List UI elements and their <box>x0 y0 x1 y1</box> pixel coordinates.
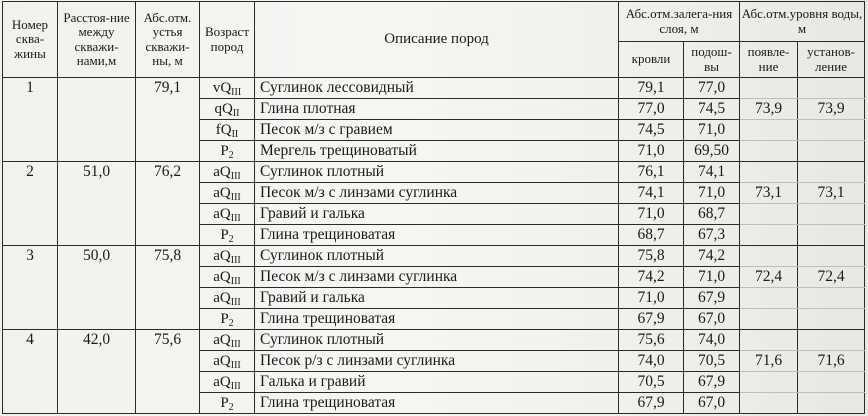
age-symbol: P <box>220 311 229 327</box>
age-index: III <box>230 360 241 371</box>
water-established-cell <box>798 372 865 393</box>
base-elevation-cell: 74,0 <box>684 330 740 351</box>
age-cell <box>200 225 255 246</box>
age-symbol: P <box>220 143 229 159</box>
base-elevation-cell: 74,2 <box>684 246 740 267</box>
rock-description-cell: Суглинок лессовидный <box>255 78 619 99</box>
roof-elevation-cell: 70,5 <box>619 372 684 393</box>
age-symbol: aQ <box>213 374 231 390</box>
base-elevation-cell: 71,0 <box>684 267 740 288</box>
age-index: III <box>230 171 241 182</box>
water-established-cell: 73,9 <box>798 99 865 120</box>
age-cell <box>200 246 255 267</box>
roof-elevation-cell: 71,0 <box>619 288 684 309</box>
age-symbol: aQ <box>213 353 231 369</box>
water-appearance-cell <box>740 330 798 351</box>
water-appearance-cell <box>740 393 798 414</box>
rock-description-cell: Галька и гравий <box>255 372 619 393</box>
base-elevation-cell: 67,0 <box>684 309 740 330</box>
base-elevation-cell: 70,5 <box>684 351 740 372</box>
header-description: Описание пород <box>255 2 619 78</box>
age-index: III <box>230 192 241 203</box>
age-cell <box>200 141 255 162</box>
roof-elevation-cell: 74,1 <box>619 183 684 204</box>
roof-elevation-cell: 71,0 <box>619 204 684 225</box>
water-established-cell <box>798 225 865 246</box>
age-cell <box>200 351 255 372</box>
water-established-cell <box>798 162 865 183</box>
age-index: III <box>231 87 242 98</box>
base-elevation-cell: 77,0 <box>684 78 740 99</box>
water-appearance-cell <box>740 288 798 309</box>
roof-elevation-cell: 67,9 <box>619 393 684 414</box>
age-cell <box>200 309 255 330</box>
age-cell <box>200 330 255 351</box>
age-cell <box>200 288 255 309</box>
roof-elevation-cell: 76,1 <box>619 162 684 183</box>
rock-description-cell: Песок р/з с линзами суглинка <box>255 351 619 372</box>
base-elevation-cell: 71,0 <box>684 120 740 141</box>
age-index: III <box>230 381 241 392</box>
table-body <box>3 78 865 414</box>
roof-elevation-cell: 74,0 <box>619 351 684 372</box>
rock-description-cell: Глина плотная <box>255 99 619 120</box>
base-elevation-cell: 67,0 <box>684 393 740 414</box>
age-symbol: aQ <box>213 185 231 201</box>
age-symbol: P <box>220 227 229 243</box>
roof-elevation-cell: 79,1 <box>619 78 684 99</box>
base-elevation-cell: 69,50 <box>684 141 740 162</box>
base-elevation-cell: 71,0 <box>684 183 740 204</box>
age-symbol: aQ <box>213 164 231 180</box>
water-established-cell: 71,6 <box>798 351 865 372</box>
water-appearance-cell <box>740 246 798 267</box>
water-appearance-cell <box>740 225 798 246</box>
well-distance-cell: 42,0 <box>58 330 136 414</box>
base-elevation-cell: 67,9 <box>684 372 740 393</box>
age-symbol: aQ <box>213 332 231 348</box>
age-index: III <box>230 297 241 308</box>
rock-description-cell: Мергель трещиноватый <box>255 141 619 162</box>
water-established-cell <box>798 78 865 99</box>
age-cell <box>200 372 255 393</box>
roof-elevation-cell: 71,0 <box>619 141 684 162</box>
rock-description-cell: Песок м/з с линзами суглинка <box>255 267 619 288</box>
age-cell <box>200 204 255 225</box>
well-elevation-cell: 75,8 <box>136 246 200 330</box>
water-established-cell <box>798 330 865 351</box>
well-number-cell: 3 <box>3 246 58 330</box>
water-appearance-cell: 71,6 <box>740 351 798 372</box>
well-elevation-cell: 79,1 <box>136 78 200 162</box>
age-index: III <box>230 276 241 287</box>
age-index: II <box>231 129 239 140</box>
age-cell <box>200 183 255 204</box>
header-layer-elev: Абс.отм.залега-ния слоя, м <box>619 2 740 42</box>
age-symbol: qQ <box>214 101 233 117</box>
water-established-cell <box>798 246 865 267</box>
base-elevation-cell: 67,3 <box>684 225 740 246</box>
rock-description-cell: Суглинок плотный <box>255 330 619 351</box>
base-elevation-cell: 74,5 <box>684 99 740 120</box>
rock-description-cell: Глина трещиноватая <box>255 309 619 330</box>
table-row <box>3 162 865 183</box>
age-symbol: fQ <box>215 122 232 138</box>
water-established-cell: 72,4 <box>798 267 865 288</box>
header-elev-mouth: Абс.отм. устья скважи-ны, м <box>136 2 200 78</box>
well-distance-cell: 51,0 <box>58 162 136 246</box>
roof-elevation-cell: 75,6 <box>619 330 684 351</box>
roof-elevation-cell: 74,2 <box>619 267 684 288</box>
water-appearance-cell <box>740 309 798 330</box>
water-established-cell <box>798 141 865 162</box>
rock-description-cell: Песок м/з с гравием <box>255 120 619 141</box>
water-appearance-cell <box>740 120 798 141</box>
age-symbol: vQ <box>212 80 232 96</box>
age-symbol: aQ <box>213 290 231 306</box>
rock-description-cell: Глина трещиноватая <box>255 225 619 246</box>
age-symbol: aQ <box>213 269 231 285</box>
header-base: подош-вы <box>684 42 740 78</box>
rock-description-cell: Гравий и галька <box>255 288 619 309</box>
water-established-cell <box>798 288 865 309</box>
roof-elevation-cell: 67,9 <box>619 309 684 330</box>
roof-elevation-cell: 75,8 <box>619 246 684 267</box>
water-appearance-cell <box>740 372 798 393</box>
rock-description-cell: Суглинок плотный <box>255 162 619 183</box>
base-elevation-cell: 74,1 <box>684 162 740 183</box>
age-index: III <box>230 255 241 266</box>
age-cell <box>200 99 255 120</box>
age-symbol: P <box>220 395 229 411</box>
age-index: III <box>230 339 241 350</box>
age-index: 2 <box>228 402 234 413</box>
water-appearance-cell: 73,9 <box>740 99 798 120</box>
header-established: установ-ление <box>798 42 865 78</box>
age-index: 2 <box>228 150 234 161</box>
borehole-table <box>2 1 865 414</box>
well-number-cell: 2 <box>3 162 58 246</box>
water-appearance-cell <box>740 162 798 183</box>
base-elevation-cell: 67,9 <box>684 288 740 309</box>
water-established-cell <box>798 120 865 141</box>
table-row <box>3 246 865 267</box>
water-appearance-cell <box>740 78 798 99</box>
water-established-cell <box>798 309 865 330</box>
rock-description-cell: Песок м/з с линзами суглинка <box>255 183 619 204</box>
age-cell <box>200 162 255 183</box>
water-appearance-cell <box>740 141 798 162</box>
age-cell <box>200 78 255 99</box>
table-row <box>3 330 865 351</box>
rock-description-cell: Суглинок плотный <box>255 246 619 267</box>
age-symbol: aQ <box>213 248 231 264</box>
age-symbol: aQ <box>213 206 231 222</box>
water-established-cell <box>798 204 865 225</box>
well-number-cell: 1 <box>3 78 58 162</box>
header-well-no: Номер сква-жины <box>3 2 58 78</box>
roof-elevation-cell: 68,7 <box>619 225 684 246</box>
water-appearance-cell: 72,4 <box>740 267 798 288</box>
well-distance-cell: 50,0 <box>58 246 136 330</box>
water-established-cell <box>798 393 865 414</box>
table-row <box>3 78 865 99</box>
water-established-cell: 73,1 <box>798 183 865 204</box>
well-elevation-cell: 76,2 <box>136 162 200 246</box>
header-age: Возраст пород <box>200 2 255 78</box>
rock-description-cell: Глина трещиноватая <box>255 393 619 414</box>
roof-elevation-cell: 77,0 <box>619 99 684 120</box>
well-number-cell: 4 <box>3 330 58 414</box>
header-roof: кровли <box>619 42 684 78</box>
age-index: 2 <box>228 318 234 329</box>
water-appearance-cell: 73,1 <box>740 183 798 204</box>
water-appearance-cell <box>740 204 798 225</box>
well-elevation-cell: 75,6 <box>136 330 200 414</box>
age-cell <box>200 393 255 414</box>
age-cell <box>200 120 255 141</box>
age-index: 2 <box>228 234 234 245</box>
age-index: III <box>230 213 241 224</box>
rock-description-cell: Гравий и галька <box>255 204 619 225</box>
header-water-level: Абс.отм.уровня воды, м <box>740 2 865 42</box>
age-index: II <box>232 108 240 119</box>
header-appearance: появле-ние <box>740 42 798 78</box>
well-distance-cell <box>58 78 136 162</box>
base-elevation-cell: 68,7 <box>684 204 740 225</box>
roof-elevation-cell: 74,5 <box>619 120 684 141</box>
age-cell <box>200 267 255 288</box>
header-distance: Расстоя-ние между скважи-нами,м <box>58 2 136 78</box>
